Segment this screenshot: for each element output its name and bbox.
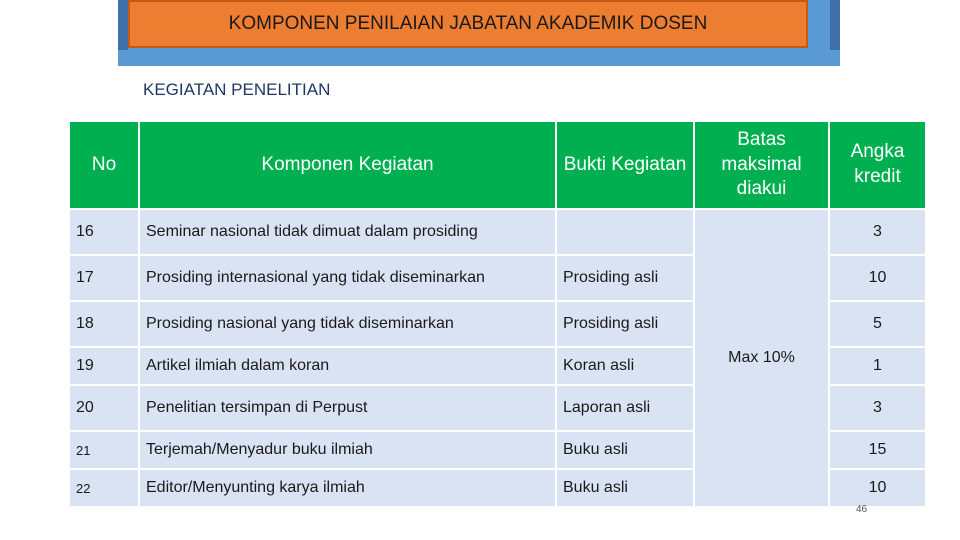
row-credit: 3 (829, 385, 926, 431)
row-credit: 1 (829, 347, 926, 385)
row-number: 21 (69, 431, 139, 469)
title-banner-frame-shade-left (118, 0, 128, 50)
table-header-row (69, 121, 926, 209)
row-evidence: Buku asli (556, 431, 694, 469)
row-number: 20 (69, 385, 139, 431)
column-header-credit: Angka kredit (829, 121, 926, 209)
row-number: 19 (69, 347, 139, 385)
title-banner (128, 0, 808, 48)
column-header-no: No (69, 121, 139, 209)
row-evidence: Koran asli (556, 347, 694, 385)
title-banner-frame-shade-right (830, 0, 840, 50)
row-component: Terjemah/Menyadur buku ilmiah (139, 431, 556, 469)
page-number: 46 (856, 504, 868, 515)
row-component: Artikel ilmiah dalam koran (139, 347, 556, 385)
credit-table (68, 120, 927, 508)
column-header-component: Komponen Kegiatan (139, 121, 556, 209)
page-title: KOMPONEN PENILAIAN JABATAN AKADEMIK DOSEN (228, 13, 708, 34)
row-credit: 3 (829, 209, 926, 255)
column-header-limit: Batas maksimal diakui (694, 121, 829, 209)
row-component: Prosiding nasional yang tidak diseminarkan (139, 301, 556, 347)
row-credit: 10 (829, 469, 926, 507)
row-number: 16 (69, 209, 139, 255)
table-row (69, 209, 926, 255)
row-component: Prosiding internasional yang tidak diseminarkan (139, 255, 556, 301)
row-evidence: Buku asli (556, 469, 694, 507)
row-component: Editor/Menyunting karya ilmiah (139, 469, 556, 507)
row-number: 22 (69, 469, 139, 507)
row-component: Penelitian tersimpan di Perpust (139, 385, 556, 431)
row-evidence: Prosiding asli (556, 255, 694, 301)
row-evidence (556, 209, 694, 255)
max-limit-cell: Max 10% (694, 209, 829, 507)
row-number: 18 (69, 301, 139, 347)
row-component: Seminar nasional tidak dimuat dalam prosiding (139, 209, 556, 255)
row-credit: 10 (829, 255, 926, 301)
row-evidence: Prosiding asli (556, 301, 694, 347)
row-credit: 5 (829, 301, 926, 347)
row-credit: 15 (829, 431, 926, 469)
row-evidence: Laporan asli (556, 385, 694, 431)
section-title: KEGIATAN PENELITIAN (143, 80, 331, 99)
row-number: 17 (69, 255, 139, 301)
column-header-evidence: Bukti Kegiatan (556, 121, 694, 209)
